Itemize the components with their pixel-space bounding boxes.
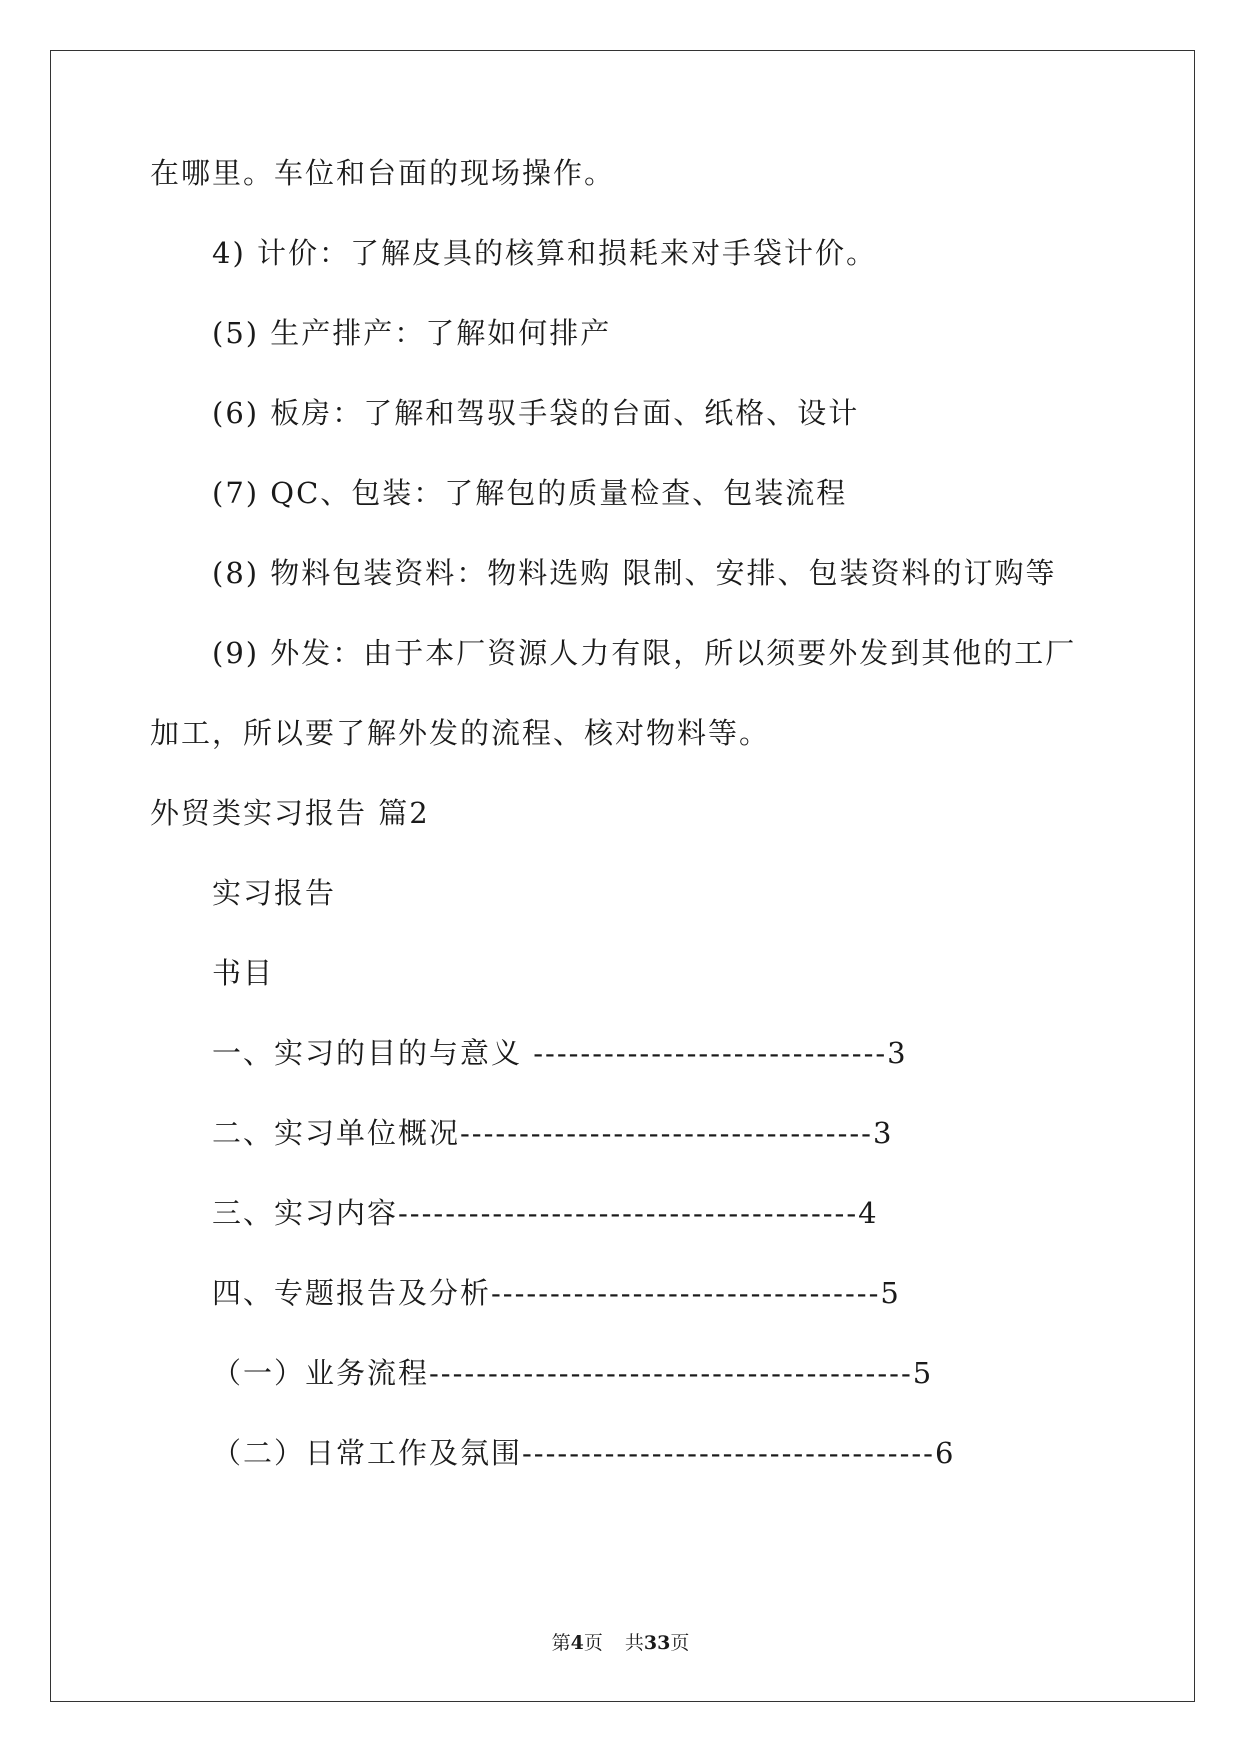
footer-page-number: 4 xyxy=(570,1632,584,1654)
footer-suffix: 页 xyxy=(670,1632,690,1654)
body-line-4: (6) 板房：了解和驾驭手袋的台面、纸格、设计 xyxy=(212,396,860,430)
footer-mid: 页 xyxy=(583,1632,603,1654)
body-line-5: (7) QC、包装：了解包的质量检查、包装流程 xyxy=(212,476,848,510)
body-line-2: 4) 计价：了解皮具的核算和损耗来对手袋计价。 xyxy=(212,236,877,270)
footer-total-prefix: 共 xyxy=(624,1632,644,1654)
body-line-1: 在哪里。车位和台面的现场操作。 xyxy=(150,156,616,190)
report-title: 实习报告 xyxy=(212,876,337,910)
toc-entry-1: 一、实习的目的与意义 ------------------------------3 xyxy=(212,1036,908,1070)
toc-entry-3: 三、实习内容---------------------------------------4 xyxy=(212,1196,879,1230)
body-line-7: (9) 外发：由于本厂资源人力有限，所以须要外发到其他的工厂 xyxy=(212,636,1077,670)
footer-total-pages: 33 xyxy=(643,1632,671,1654)
body-line-6: (8) 物料包装资料：物料选购 限制、安排、包装资料的订购等 xyxy=(212,556,1057,590)
toc-entry-5: （一）业务流程-----------------------------------------5 xyxy=(212,1356,934,1390)
section-heading: 外贸类实习报告 篇2 xyxy=(150,796,430,830)
footer-prefix: 第 xyxy=(551,1632,571,1654)
body-line-3: (5) 生产排产：了解如何排产 xyxy=(212,316,612,350)
body-line-8: 加工，所以要了解外发的流程、核对物料等。 xyxy=(150,716,771,750)
toc-entry-4: 四、专题报告及分析---------------------------------5 xyxy=(212,1276,901,1310)
toc-heading: 书目 xyxy=(212,956,275,990)
toc-entry-2: 二、实习单位概况-----------------------------------3 xyxy=(212,1116,894,1150)
toc-entry-6: （二）日常工作及氛围-----------------------------------6 xyxy=(212,1436,956,1470)
page-footer xyxy=(0,1630,1241,1656)
